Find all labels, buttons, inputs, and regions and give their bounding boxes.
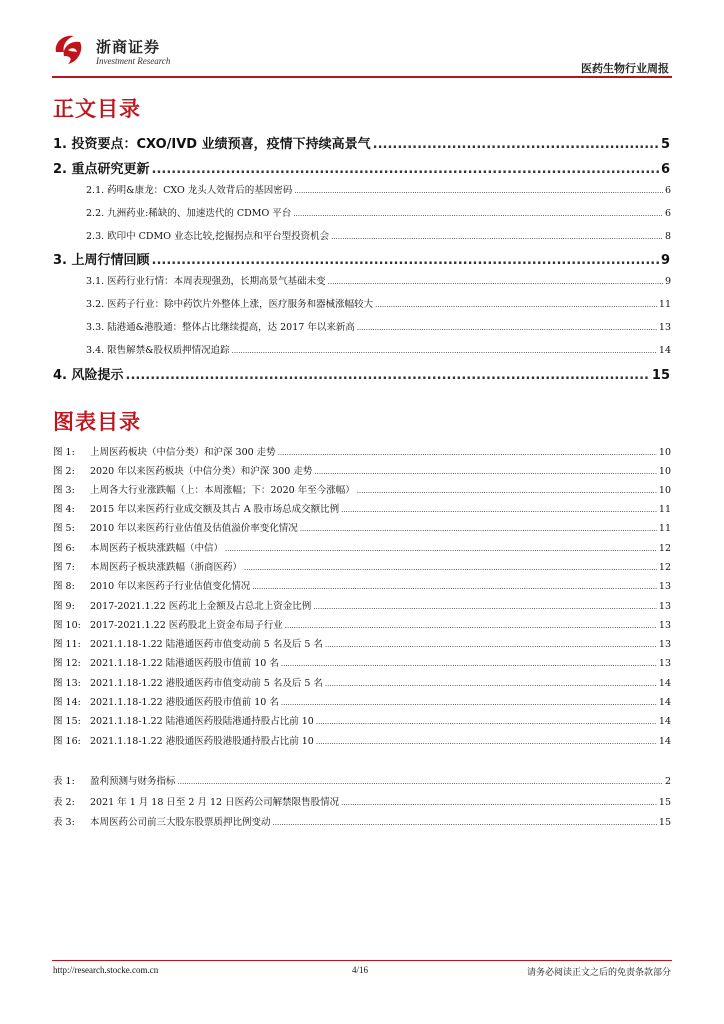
page-number: 4/16 [352,965,369,975]
figure-item[interactable]: 图 12: 2021.1.18-1.22 陆港通医药股市值前 10 名 ..... 13 [53,655,671,669]
footer-disclaimer: 请务必阅读正文之后的免责条款部分 [526,968,671,978]
figures-title: 图表目录 [53,410,141,434]
report-type: 医药生物行业周报 [581,62,669,75]
figure-item[interactable]: 图 16: 2021.1.18-1.22 港股通医药股港股通持股占比前 10 ..... 14 [53,733,671,747]
figure-item[interactable]: 图 13: 2021.1.18-1.22 港股通医药市值变动前 5 名及后 5 名 ..... 14 [53,675,671,689]
toc-subitem[interactable]: 3.2. 医药子行业：除中药饮片外整体上涨，医疗服务和器械涨幅较大 ..... 11 [86,296,671,310]
figure-item[interactable]: 图 1: 上周医药板块（中信分类）和沪深 300 走势 ..... 10 [53,444,671,458]
figure-item[interactable]: 图 4: 2015 年以来医药行业成交额及其占 A 股市场总成交额比例 ..... 11 [53,501,671,515]
figure-item[interactable]: 图 10: 2017-2021.1.22 医药股北上资金布局子行业 ..... 13 [53,617,671,631]
page-header [0,0,724,80]
toc-subitem[interactable]: 2.2. 九洲药业:稀缺的、加速迭代的 CDMO 平台 ..... 6 [86,205,671,219]
figure-item[interactable]: 图 2: 2020 年以来医药板块（中信分类）和沪深 300 走势 ..... 10 [53,463,671,477]
figure-item[interactable]: 图 14: 2021.1.18-1.22 港股通医药股市值前 10 名 ..... 14 [53,694,671,708]
toc-title: 正文目录 [53,97,141,121]
logo-icon [50,30,90,70]
toc-item[interactable]: 3. 上周行情回顾 ..... 9 [53,249,670,268]
header-divider [52,76,672,78]
table-item[interactable]: 表 3: 本周医药公司前三大股东股票质押比例变动 ..... 15 [53,814,671,828]
toc-item[interactable]: 2. 重点研究更新 ..... 6 [53,158,670,177]
figure-item[interactable]: 图 15: 2021.1.18-1.22 陆港通医药股陆港通持股占比前 10 ..... 14 [53,713,671,727]
figure-item[interactable]: 图 8: 2010 年以来医药子行业估值变化情况 ..... 13 [53,578,671,592]
toc-subitem[interactable]: 2.1. 药明&康龙：CXO 龙头人效背后的基因密码 ..... 6 [86,182,671,196]
toc-subitem[interactable]: 2.3. 欧印中 CDMO 业态比较,挖掘拐点和平台型投资机会 ..... 8 [86,228,671,242]
table-item[interactable]: 表 1: 盈利预测与财务指标 ..... 2 [53,773,671,787]
figure-item[interactable]: 图 5: 2010 年以来医药行业估值及估值溢价率变化情况 ..... 11 [53,520,671,534]
toc-subitem[interactable]: 3.4. 限售解禁&股权质押情况追踪 ..... 14 [86,342,671,356]
figure-item[interactable]: 图 6: 本周医药子板块涨跌幅（中信） ..... 12 [53,540,671,554]
footer-divider [52,960,672,961]
toc-subitem[interactable]: 3.1. 医药行业行情：本周表现强劲，长期高景气基础未变 ..... 9 [86,273,671,287]
footer-url[interactable]: http://research.stocke.com.cn [53,965,159,975]
logo-subtext: Investment Research [96,56,171,66]
toc-subitem[interactable]: 3.3. 陆港通&港股通：整体占比继续提高，达 2017 年以来新高 ..... 13 [86,319,671,333]
figure-item[interactable]: 图 11: 2021.1.18-1.22 陆港通医药市值变动前 5 名及后 5 名 ..... 13 [53,636,671,650]
toc-item[interactable]: 1. 投资要点：CXO/IVD 业绩预喜，疫情下持续高景气 ..... 5 [53,133,670,152]
table-item[interactable]: 表 2: 2021 年 1 月 18 日至 2 月 12 日医药公司解禁限售股情况 ..... 15 [53,794,671,808]
logo-text: 浙商证券 [96,38,161,56]
figure-item[interactable]: 图 9: 2017-2021.1.22 医药北上金额及占总北上资金比例 ..... 13 [53,598,671,612]
figure-item[interactable]: 图 3: 上周各大行业涨跌幅（上：本周涨幅；下：2020 年至今涨幅） ..... 10 [53,482,671,496]
figure-item[interactable]: 图 7: 本周医药子板块涨跌幅（浙商医药） ..... 12 [53,559,671,573]
toc-item[interactable]: 4. 风险提示 ..... 15 [53,364,670,383]
